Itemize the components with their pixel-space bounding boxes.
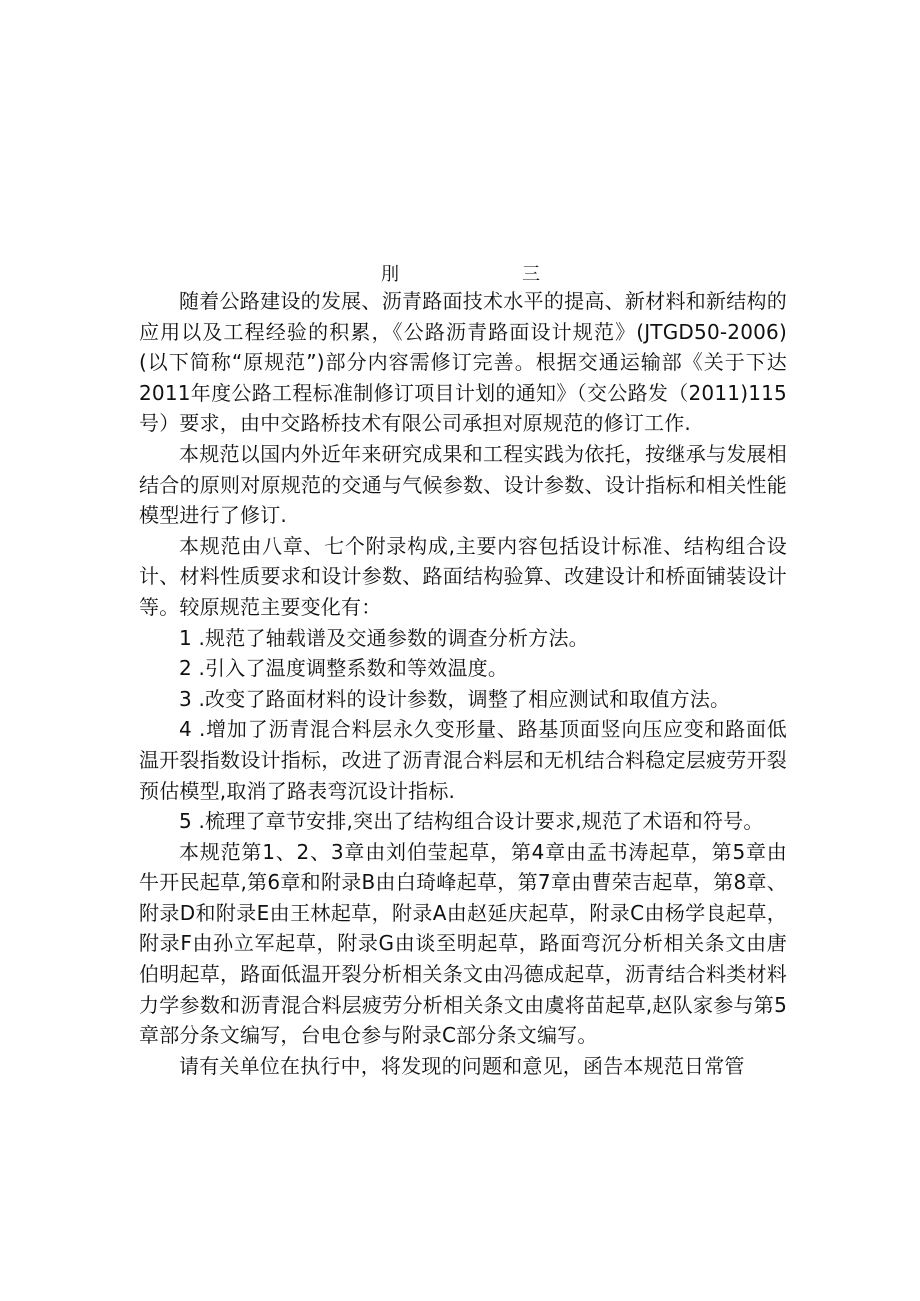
heading-char-1: 刖 [381,264,399,285]
paragraph-authors: 本规范第1、2、3章由刘伯莹起草，第4章由孟书涛起草，第5章由牛开民起草,第6章和附录B由白琦峰起草，第7章由曹荣吉起草，第8章、附录D和附录E由王林起草，附录A由赵延庆起草，附录C由杨学良起草，附录F由孙立军起草，附录G由谈至明起草，路面弯沉分析相关条文由唐伯明起草，路面低温开裂分析相关条文由冯德成起草，沥青结合料类材料力学参数和沥青混合料层疲劳分析相关条文由虞将苗起草,赵队家参与第5章部分条文编写，台电仓参与附录C部分条文编写。 [139,839,787,1048]
list-item-1: 1 .规范了轴载谱及交通参数的调查分析方法。 [179,625,589,650]
list-item-4: 4 .增加了沥青混合料层永久变形量、路基顶面竖向压应变和路面低温开裂指数设计指标，改进了沥青混合料层和无机结合料稳定层疲劳开裂预估模型,取消了路表弯沉设计指标. [139,717,787,803]
paragraph-basis: 本规范以国内外近年来研究成果和工程实践为依托，按继承与发展相结合的原则对原规范的交通与气候参数、设计参数、设计指标和相关性能模型进行了修订. [139,441,787,528]
list-item-2: 2 .引入了温度调整系数和等效温度。 [179,656,509,681]
heading-char-2: 三 [522,264,540,285]
paragraph-intro: 随着公路建设的发展、沥青路面技术水平的提高、新材料和新结构的应用以及工程经验的积累，《公路沥青路面设计规范》(JTGD50-2006)(以下简称“原规范”)部分内容需修订完善。根据交通运输部《关于下达2011年度公路工程标准制修订项目计划的通知》（交公路发（2011)115号）要求，由中交路桥技术有限公司承担对原规范的修订工作. [139,289,787,436]
list-item-3: 3 .改变了路面材料的设计参数，调整了相应测试和取值方法。 [179,686,731,711]
paragraph-structure: 本规范由八章、七个附录构成,主要内容包括设计标准、结构组合设计、材料性质要求和设计参数、路面结构验算、改建设计和桥面铺装设计等。较原规范主要变化有： [139,533,787,619]
paragraph-feedback: 请有关单位在执行中，将发现的问题和意见，函告本规范日常管 [179,1053,745,1078]
list-item-5: 5 .梳理了章节安排,突出了结构组合设计要求,规范了术语和符号。 [179,809,764,834]
preface-body [139,286,787,1081]
